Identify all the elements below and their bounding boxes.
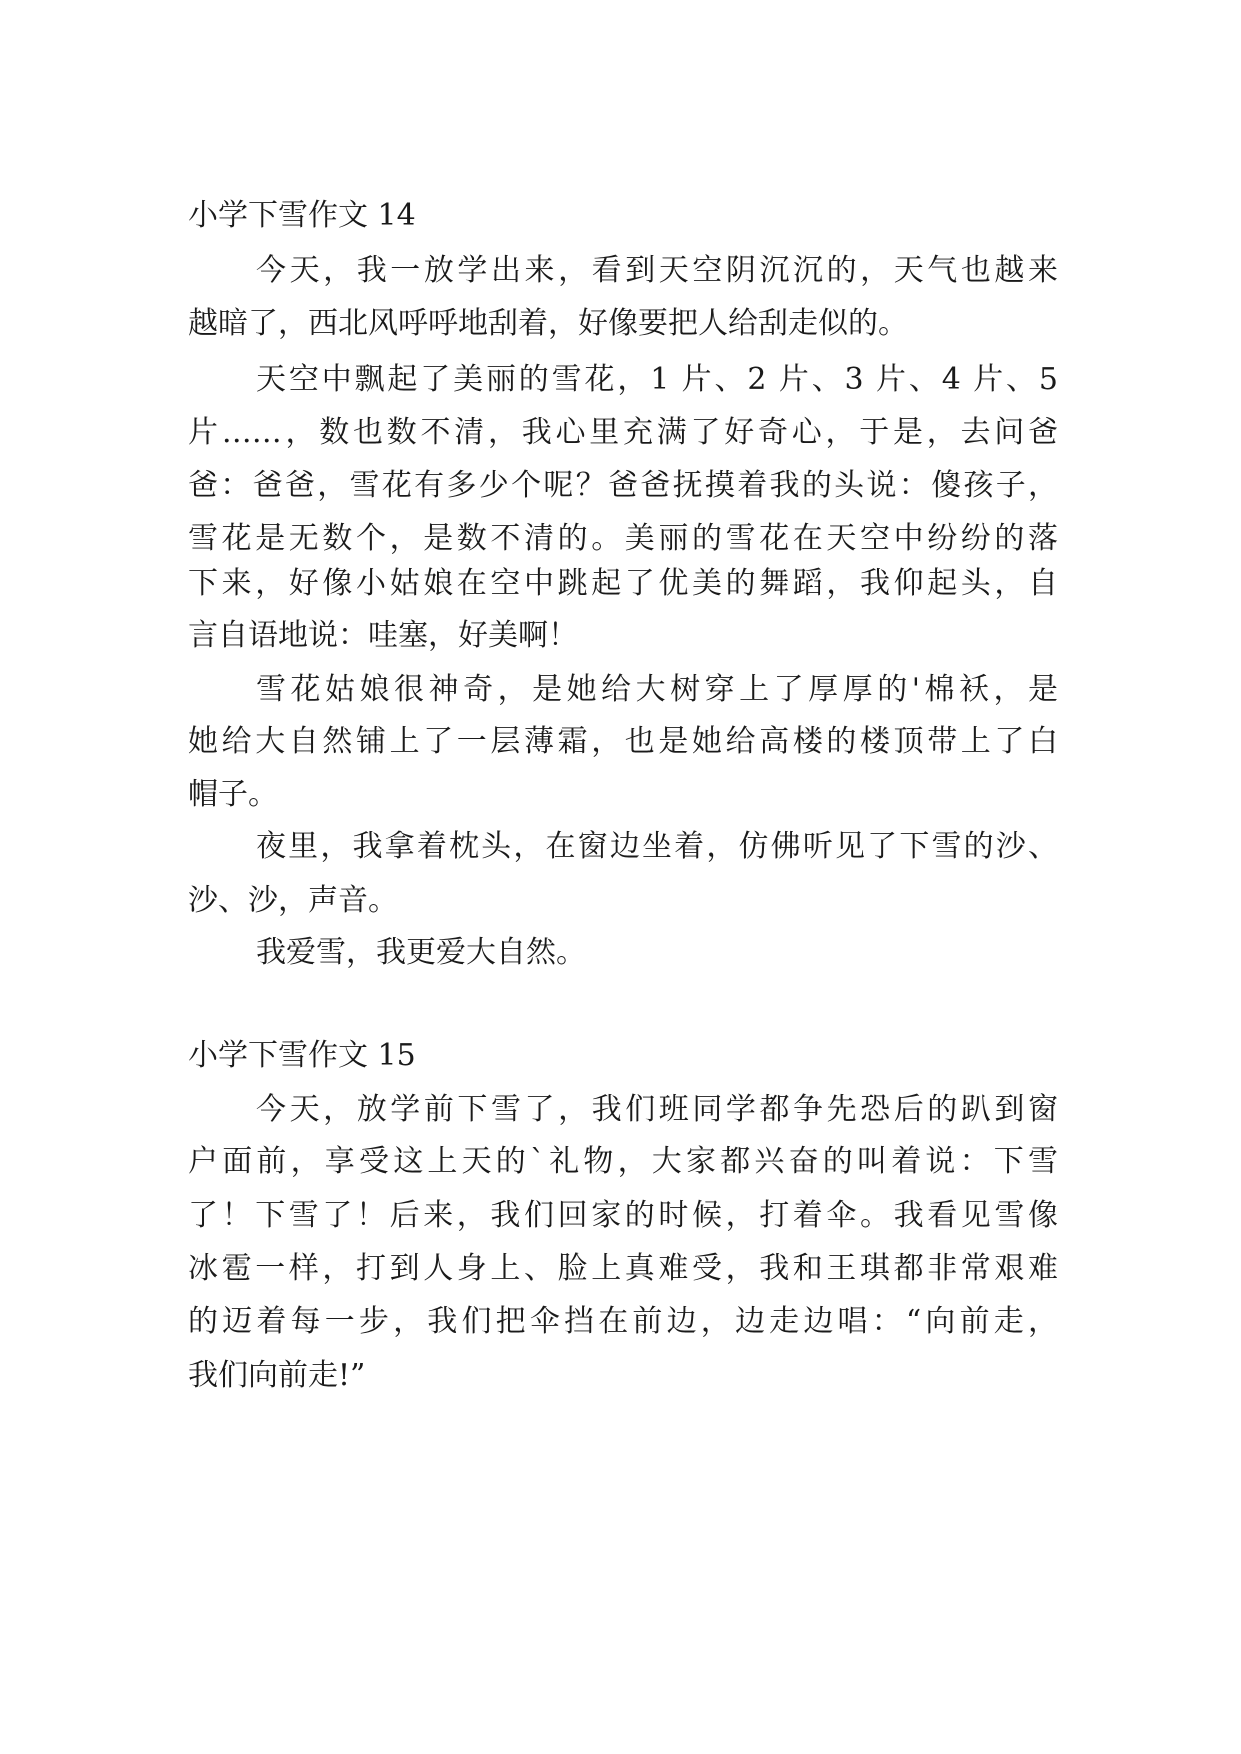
paragraph-line: 冰雹一样，打到人身上、脸上真难受，我和王琪都非常艰难 [188,1251,1058,1286]
paragraph-line: 沙、沙，声音。 [188,883,398,918]
paragraph-line: 的迈着每一步，我们把伞挡在前边，边走边唱：“向前走， [188,1304,1058,1339]
paragraph-line: 今天，我一放学出来，看到天空阴沉沉的，天气也越来 [256,253,1058,288]
paragraph-line: 户面前，享受这上天的`礼物，大家都兴奋的叫着说：下雪 [188,1144,1058,1179]
paragraph-line: 她给大自然铺上了一层薄霜，也是她给高楼的楼顶带上了白 [188,724,1058,759]
paragraph-line: 我爱雪，我更爱大自然。 [256,935,586,970]
paragraph-line: 夜里，我拿着枕头，在窗边坐着，仿佛听见了下雪的沙、 [256,829,1058,864]
paragraph-line: 越暗了，西北风呼呼地刮着，好像要把人给刮走似的。 [188,306,908,341]
paragraph-line: 下来，好像小姑娘在空中跳起了优美的舞蹈，我仰起头，自 [188,566,1058,601]
paragraph-line: 片……，数也数不清，我心里充满了好奇心，于是，去问爸 [188,415,1058,450]
paragraph-line: 我们向前走!” [188,1358,366,1393]
paragraph-line: 言自语地说：哇塞，好美啊！ [188,618,578,653]
paragraph-line: 今天，放学前下雪了，我们班同学都争先恐后的趴到窗 [256,1092,1058,1127]
paragraph-line: 帽子。 [188,777,278,812]
paragraph-line: 爸：爸爸，雪花有多少个呢？爸爸抚摸着我的头说：傻孩子， [188,468,1058,503]
paragraph-line: 天空中飘起了美丽的雪花，1 片、2 片、3 片、4 片、5 [256,362,1058,397]
paragraph-line: 雪花是无数个，是数不清的。美丽的雪花在天空中纷纷的落 [188,521,1058,556]
paragraph-line: 了！下雪了！后来，我们回家的时候，打着伞。我看见雪像 [188,1198,1058,1233]
paragraph-line: 雪花姑娘很神奇，是她给大树穿上了厚厚的'棉袄，是 [256,672,1058,707]
essay-title: 小学下雪作文 14 [188,198,416,233]
essay-title: 小学下雪作文 15 [188,1038,416,1073]
